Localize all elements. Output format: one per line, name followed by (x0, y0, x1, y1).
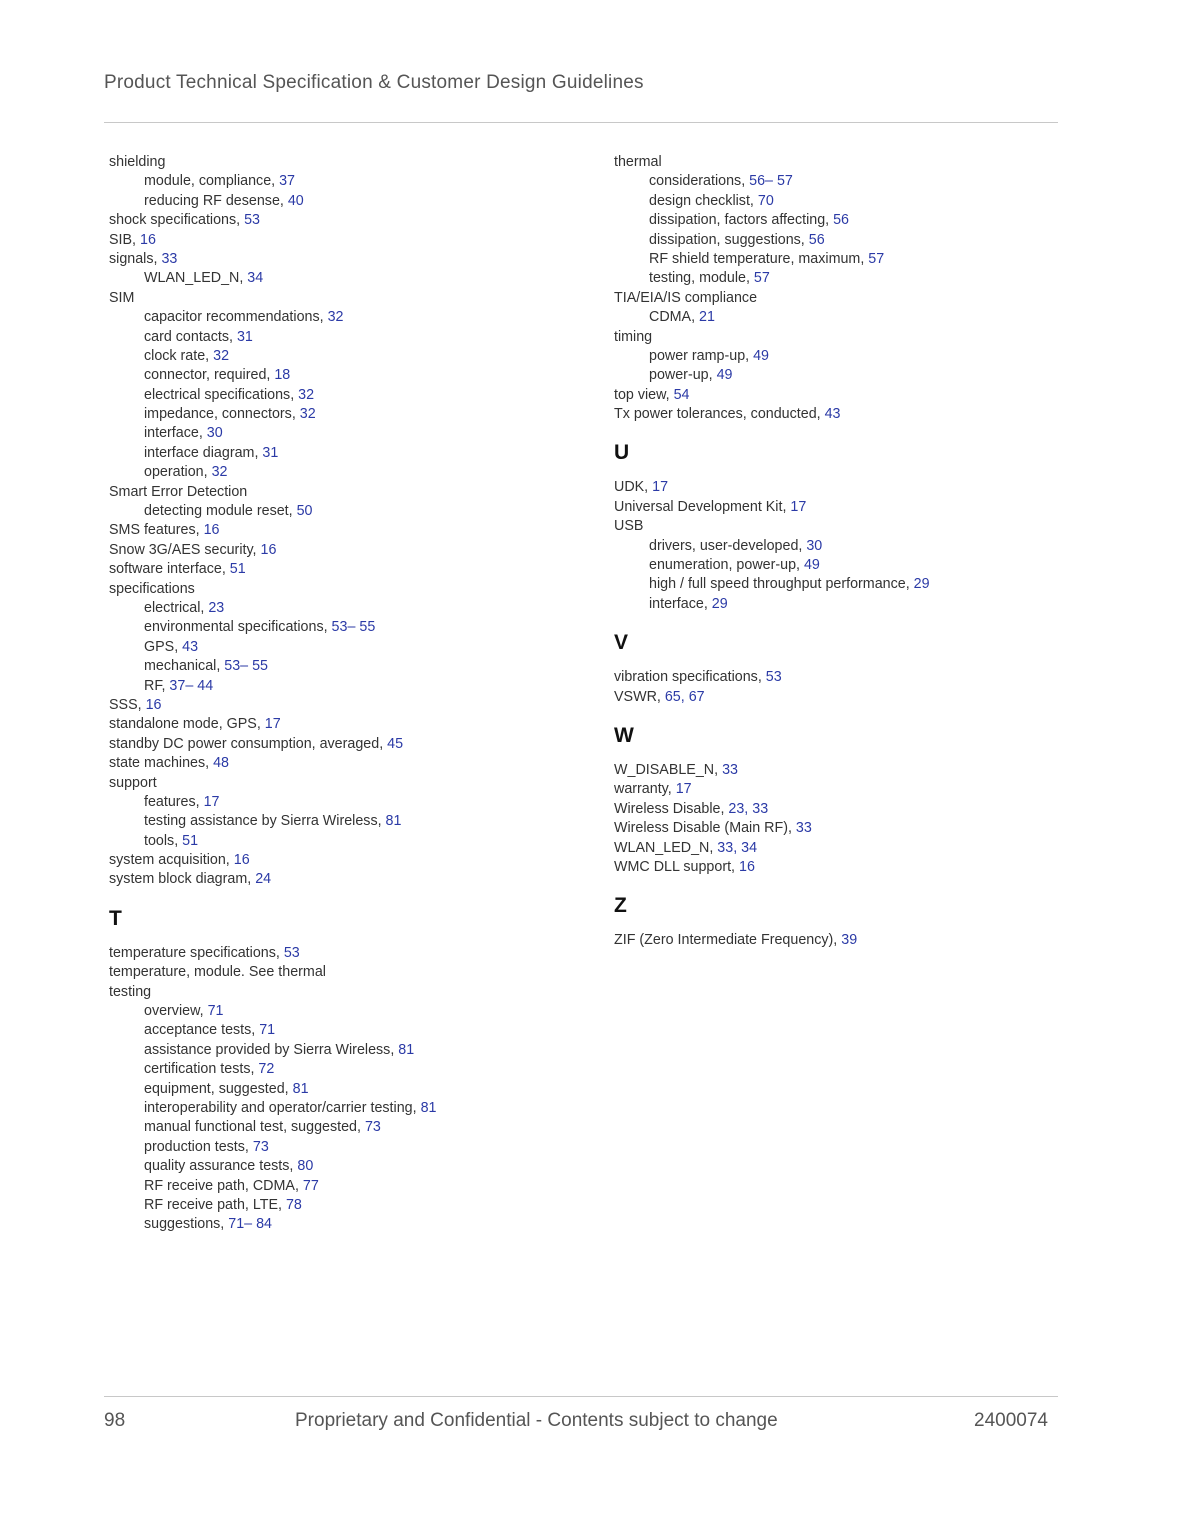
index-entry (109, 153, 569, 172)
index-page-link[interactable]: 53 (765, 669, 782, 686)
index-term: interface, (144, 425, 207, 442)
index-page-link[interactable]: 65, 67 (664, 688, 705, 705)
index-term: capacitor recommendations, (144, 309, 328, 326)
index-subentry (614, 269, 1074, 288)
index-page-link[interactable]: 32 (211, 464, 228, 481)
index-term: Wireless Disable (Main RF), (614, 820, 796, 837)
index-term: high / full speed throughput performance, (649, 576, 914, 593)
index-entry (109, 754, 569, 773)
index-page-link[interactable]: 16 (739, 858, 755, 875)
index-page-link[interactable]: 32 (299, 406, 316, 423)
index-term: manual functional test, suggested, (144, 1119, 365, 1136)
index-subentry (109, 1021, 569, 1040)
index-term: electrical, (144, 599, 209, 616)
index-entry (109, 231, 569, 250)
index-term: VSWR, (614, 688, 665, 705)
index-subentry (109, 1196, 569, 1215)
index-entry (614, 289, 1074, 308)
index-page-link[interactable]: 29 (913, 576, 930, 593)
index-subentry (109, 192, 569, 211)
index-term: power ramp-up, (649, 347, 754, 364)
index-term: top view, (614, 386, 674, 403)
index-subentry (109, 347, 569, 366)
index-entry (614, 517, 1074, 536)
index-term: Smart Error Detection (109, 483, 248, 500)
index-term: clock rate, (144, 347, 214, 364)
index-entry (614, 800, 1074, 819)
index-term: interface, (649, 595, 712, 612)
index-subentry (614, 192, 1074, 211)
index-page-link[interactable]: 71– 84 (228, 1216, 272, 1233)
index-subentry (109, 1060, 569, 1079)
footer-notice: Proprietary and Confidential - Contents subject to change (295, 1410, 778, 1431)
index-subentry (109, 618, 569, 637)
index-term: WMC DLL support, (614, 858, 739, 875)
index-page-link[interactable]: 32 (298, 386, 315, 403)
index-term: quality assurance tests, (144, 1158, 298, 1175)
index-term: TIA/EIA/IS compliance (614, 289, 758, 306)
index-entry (614, 858, 1074, 877)
index-subentry (614, 575, 1074, 594)
index-term: testing assistance by Sierra Wireless, (144, 813, 386, 830)
index-term: SSS, (109, 696, 146, 713)
index-page-link[interactable]: 23 (208, 599, 225, 616)
index-page-link[interactable]: 23, 33 (728, 800, 769, 817)
index-subentry (109, 1080, 569, 1099)
index-term: RF shield temperature, maximum, (649, 250, 869, 267)
index-term: RF receive path, CDMA, (144, 1177, 303, 1194)
index-subentry (109, 1177, 569, 1196)
index-term: suggestions, (144, 1216, 229, 1233)
index-entry (614, 498, 1074, 517)
index-term: vibration specifications, (614, 669, 766, 686)
index-page-link[interactable]: 33, 34 (717, 839, 758, 856)
index-page-link[interactable]: 50 (296, 503, 313, 520)
index-term: reducing RF desense, (144, 192, 288, 209)
index-section-letter: T (109, 906, 122, 930)
index-page-link[interactable]: 17 (675, 781, 692, 798)
index-page-link[interactable]: 53 (283, 944, 300, 961)
index-term: specifications (109, 580, 195, 597)
index-term: electrical specifications, (144, 386, 299, 403)
index-subentry (109, 1157, 569, 1176)
index-entry (614, 761, 1074, 780)
index-term: assistance provided by Sierra Wireless, (144, 1041, 399, 1058)
index-page-link[interactable]: 54 (673, 386, 690, 403)
index-page-link[interactable]: 77 (302, 1177, 319, 1194)
index-term: RF receive path, LTE, (144, 1196, 286, 1213)
index-entry (614, 478, 1074, 497)
index-subentry (109, 269, 569, 288)
index-page-link[interactable]: 30 (806, 537, 823, 554)
index-page-link[interactable]: 33 (161, 250, 178, 267)
footer-page-number: 98 (104, 1410, 126, 1431)
index-term: card contacts, (144, 328, 237, 345)
index-page-link[interactable]: 16 (260, 541, 277, 558)
index-page-link[interactable]: 48 (213, 755, 230, 772)
index-subentry (614, 366, 1074, 385)
index-entry (614, 328, 1074, 347)
index-term: shielding (109, 154, 166, 170)
index-term: enumeration, power-up, (649, 557, 804, 574)
index-page-link[interactable]: 21 (699, 309, 715, 326)
index-page-link[interactable]: 49 (753, 347, 769, 364)
index-entry (109, 715, 569, 734)
index-term: system block diagram, (109, 871, 256, 888)
index-page-link[interactable]: 78 (285, 1196, 302, 1213)
index-term: W_DISABLE_N, (614, 761, 723, 778)
index-term: acceptance tests, (144, 1022, 260, 1039)
index-term: power-up, (649, 367, 717, 384)
index-page-link[interactable]: 56 (808, 231, 825, 248)
index-term: RF, (144, 677, 170, 694)
index-subentry (614, 347, 1074, 366)
index-subentry (109, 812, 569, 831)
index-page-link[interactable]: 81 (385, 813, 402, 830)
index-entry (109, 289, 569, 308)
page-header-title: Product Technical Specification & Customer Design Guidelines (104, 72, 644, 93)
index-column-left (109, 153, 569, 1235)
index-term: equipment, suggested, (144, 1080, 293, 1097)
index-page-link[interactable]: 51 (182, 832, 199, 849)
index-term: testing (109, 983, 152, 1000)
index-subentry (614, 211, 1074, 230)
index-term: Wireless Disable, (614, 800, 729, 817)
index-term: CDMA, (649, 309, 700, 326)
index-page-link[interactable]: 17 (790, 498, 807, 515)
index-subentry (109, 386, 569, 405)
index-term: dissipation, suggestions, (649, 231, 809, 248)
index-term: state machines, (109, 755, 214, 772)
index-entry (614, 688, 1074, 707)
index-page-link[interactable]: 18 (274, 367, 291, 384)
index-term: shock specifications, (109, 212, 245, 229)
index-entry (614, 839, 1074, 858)
index-term: interoperability and operator/carrier testing, (144, 1099, 421, 1116)
index-page-link[interactable]: 70 (757, 192, 774, 209)
index-page-link[interactable]: 56– 57 (749, 173, 793, 190)
index-term: module, compliance, (144, 173, 280, 190)
index-page-link[interactable]: 73 (364, 1119, 381, 1136)
index-page-link[interactable]: 37– 44 (169, 677, 214, 694)
index-subentry (109, 424, 569, 443)
index-page-link[interactable]: 49 (803, 557, 820, 574)
index-term: SIM (109, 289, 135, 306)
index-page-link[interactable]: 53 (244, 212, 260, 229)
index-subentry (109, 677, 569, 696)
index-section-letter: U (614, 441, 630, 465)
index-term: dissipation, factors affecting, (649, 212, 834, 229)
index-entry (109, 735, 569, 754)
index-term: overview, (144, 1003, 208, 1020)
header-divider (104, 122, 1058, 123)
index-entry (614, 386, 1074, 405)
index-term: SIB, (109, 231, 140, 248)
index-column-right (614, 153, 1074, 951)
index-entry (109, 250, 569, 269)
index-subentry (109, 638, 569, 657)
index-entry (109, 580, 569, 599)
index-subentry (614, 595, 1074, 614)
index-page-link[interactable]: 33 (722, 761, 738, 778)
index-subentry (109, 328, 569, 347)
index-term: testing, module, (649, 270, 754, 287)
index-page-link[interactable]: 29 (711, 595, 728, 612)
index-term: interface diagram, (144, 444, 263, 461)
index-term: ZIF (Zero Intermediate Frequency), (614, 932, 842, 949)
index-term: temperature specifications, (109, 944, 284, 961)
index-subentry (614, 556, 1074, 575)
index-page-link[interactable]: 45 (387, 735, 404, 752)
index-term: considerations, (649, 173, 750, 190)
index-page-link[interactable]: 51 (229, 561, 246, 578)
index-entry (614, 668, 1074, 687)
index-page-link[interactable]: 53– 55 (331, 619, 376, 636)
index-page-link[interactable]: 16 (203, 522, 220, 539)
index-entry (109, 870, 569, 889)
index-term: WLAN_LED_N, (144, 270, 248, 287)
index-section-letter: W (614, 723, 634, 747)
index-entry (614, 153, 1074, 172)
index-entry (109, 541, 569, 560)
index-entry (109, 944, 569, 963)
index-entry (614, 931, 1074, 950)
index-page-link[interactable]: 30 (206, 425, 223, 442)
index-term: GPS, (144, 638, 183, 655)
index-term: Tx power tolerances, conducted, (614, 406, 825, 423)
index-subentry (109, 405, 569, 424)
index-entry (614, 405, 1074, 424)
index-page-link[interactable]: 17 (203, 793, 220, 810)
index-page-link[interactable]: 81 (398, 1041, 415, 1058)
index-term: WLAN_LED_N, (614, 839, 718, 856)
index-subentry (614, 308, 1074, 327)
index-page-link[interactable]: 24 (255, 871, 272, 888)
index-page-link[interactable]: 43 (182, 638, 199, 655)
index-subentry (109, 1215, 569, 1234)
index-subentry (109, 657, 569, 676)
index-subentry (109, 502, 569, 521)
index-term: environmental specifications, (144, 619, 332, 636)
index-term: production tests, (144, 1138, 253, 1155)
index-entry (109, 521, 569, 540)
index-term: Universal Development Kit, (614, 498, 791, 515)
index-page-link[interactable]: 49 (716, 367, 733, 384)
index-subentry (109, 793, 569, 812)
index-subentry (614, 231, 1074, 250)
index-term: standalone mode, GPS, (109, 716, 265, 733)
index-subentry (109, 463, 569, 482)
index-page-link[interactable]: 31 (236, 328, 253, 345)
index-page-link[interactable]: 43 (824, 406, 841, 423)
index-term: system acquisition, (109, 852, 234, 869)
index-subentry (109, 444, 569, 463)
index-entry (109, 963, 569, 982)
index-term: connector, required, (144, 367, 275, 384)
index-page-link[interactable]: 39 (841, 932, 858, 949)
index-entry (614, 819, 1074, 838)
index-term: warranty, (614, 781, 676, 798)
footer-divider (104, 1396, 1058, 1397)
index-term: design checklist, (649, 192, 758, 209)
index-page-link[interactable]: 71 (259, 1022, 276, 1039)
index-page-link[interactable]: 81 (420, 1099, 437, 1116)
index-subentry (109, 308, 569, 327)
index-page-link[interactable]: 32 (327, 309, 344, 326)
index-term: drivers, user-developed, (649, 537, 807, 554)
index-entry (109, 483, 569, 502)
index-page-link[interactable]: 80 (297, 1158, 314, 1175)
index-page-link[interactable]: 71 (207, 1003, 224, 1020)
index-term: standby DC power consumption, averaged, (109, 735, 388, 752)
index-entry (109, 774, 569, 793)
index-subentry (109, 832, 569, 851)
index-subentry (109, 1099, 569, 1118)
footer-doc-number: 2400074 (974, 1410, 1048, 1431)
index-term: Snow 3G/AES security, (109, 541, 261, 558)
index-page-link[interactable]: 31 (262, 444, 279, 461)
index-term: temperature, module. See thermal (109, 964, 326, 981)
index-term: SMS features, (109, 522, 204, 539)
index-page-link[interactable]: 37 (279, 173, 296, 190)
index-page-link[interactable]: 16 (145, 696, 162, 713)
index-page-link[interactable]: 81 (292, 1080, 309, 1097)
index-page-link[interactable]: 32 (213, 347, 230, 364)
index-entry (614, 780, 1074, 799)
index-page-link[interactable]: 57 (868, 250, 885, 267)
index-term: detecting module reset, (144, 503, 297, 520)
index-page-link[interactable]: 17 (264, 716, 281, 733)
index-subentry (109, 1002, 569, 1021)
index-page-link[interactable]: 53– 55 (224, 658, 268, 675)
index-term: certification tests, (144, 1061, 259, 1078)
index-entry (109, 560, 569, 579)
index-entry (109, 851, 569, 870)
index-term: UDK, (614, 479, 653, 496)
index-page-link[interactable]: 57 (753, 270, 770, 287)
index-page-link[interactable]: 40 (287, 192, 304, 209)
index-subentry (614, 172, 1074, 191)
index-page-link[interactable]: 34 (247, 270, 264, 287)
index-page-link[interactable]: 16 (140, 231, 156, 248)
index-section-letter: V (614, 631, 629, 655)
index-page-link[interactable]: 72 (258, 1061, 275, 1078)
index-subentry (109, 172, 569, 191)
index-subentry (109, 366, 569, 385)
index-term: signals, (109, 250, 162, 267)
index-term: tools, (144, 832, 183, 849)
index-page-link[interactable]: 73 (252, 1138, 269, 1155)
index-subentry (109, 1118, 569, 1137)
index-section-letter: Z (614, 894, 627, 918)
index-page-link[interactable]: 16 (233, 852, 250, 869)
index-subentry (614, 537, 1074, 556)
index-subentry (109, 599, 569, 618)
index-term: software interface, (109, 561, 230, 578)
index-subentry (109, 1138, 569, 1157)
index-term: impedance, connectors, (144, 406, 300, 423)
index-term: mechanical, (144, 658, 225, 675)
index-term: features, (144, 793, 204, 810)
index-term: operation, (144, 464, 212, 481)
index-subentry (109, 1041, 569, 1060)
index-page-link[interactable]: 56 (833, 212, 850, 229)
index-subentry (614, 250, 1074, 269)
index-term: timing (614, 328, 653, 345)
index-term: thermal (614, 154, 662, 170)
index-page-link[interactable]: 33 (795, 820, 812, 837)
index-entry (109, 983, 569, 1002)
index-term: USB (614, 518, 644, 535)
index-entry (109, 696, 569, 715)
index-page-link[interactable]: 17 (652, 479, 669, 496)
index-term: support (109, 774, 157, 791)
index-entry (109, 211, 569, 230)
